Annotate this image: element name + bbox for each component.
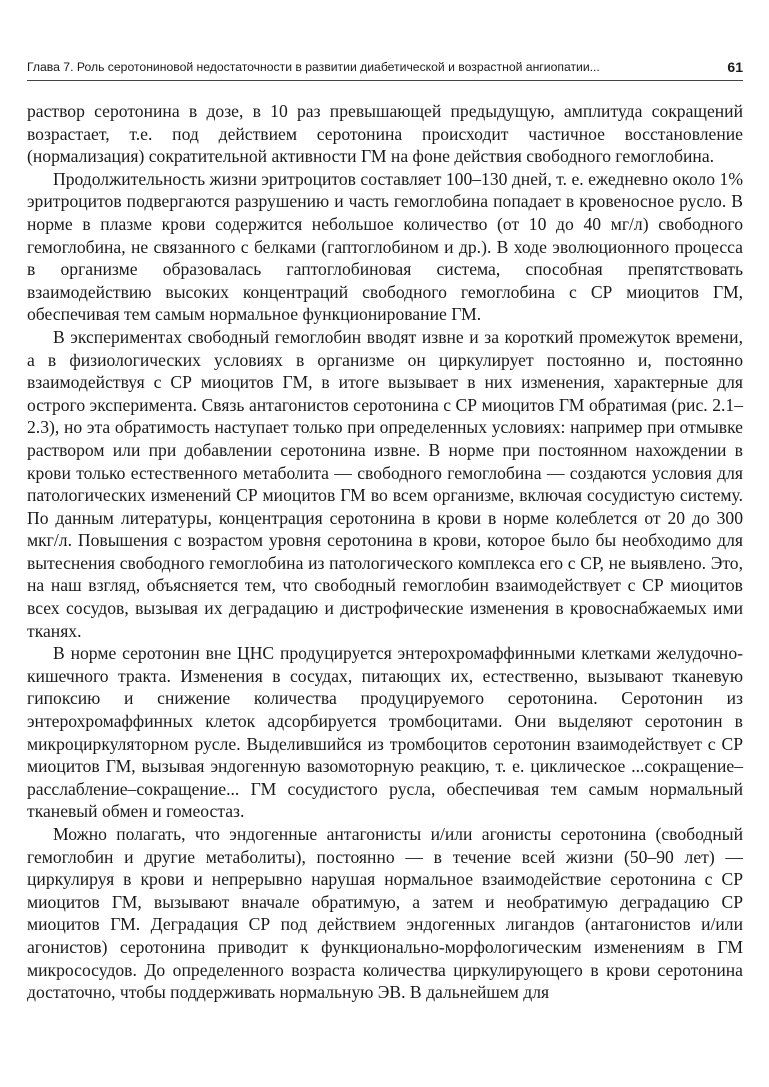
header-rule <box>27 80 743 81</box>
page-number: 61 <box>727 59 743 75</box>
paragraph: раствор серотонина в дозе, в 10 раз превышающей предыдущую, амплитуда сокращений возрастает, т.е. под действием серотонина происходит частичное восстановление (нормализация) сократительной активности ГМ на фоне действия свободного гемоглобина. <box>27 101 743 167</box>
body-text <box>27 100 743 1004</box>
paragraph: Продолжительность жизни эритроцитов составляет 100–130 дней, т. е. ежедневно около 1% эритроцитов подвергаются разрушению и часть гемоглобина попадает в кровеносное русло. В норме в плазме крови содержится небольшое количество (от 10 до 40 мг/л) свободного гемоглобина, не связанного с белками (гаптоглобином и др.). В ходе эволюционного процесса в организме образовалась гаптоглобиновая система, способная препятствовать взаимодействию высоких концентраций свободного гемоглобина с СР миоцитов ГМ, обеспечивая тем самым нормальное функционирование ГМ. <box>27 168 743 325</box>
paragraph: В экспериментах свободный гемоглобин вводят извне и за короткий промежуток времени, а в физиологических условиях в организме он циркулирует постоянно и, постоянно взаимодействуя с СР миоцитов ГМ, в итоге вызывает в них изменения, характерные для острого эксперимента. Связь антагонистов серотонина с СР миоцитов ГМ обратимая (рис. 2.1–2.3), но эта обратимость наступает только при определенных условиях: например при отмывке раствором или при добавлении серотонина извне. В норме при постоянном нахождении в крови только естественного метаболита — свободного гемоглобина — создаются условия для патологических изменений СР миоцитов ГМ во всем организме, включая сосудистую систему. По данным литературы, концентрация серотонина в крови в норме колеблется от 20 до 300 мкг/л. Повышения с возрастом уровня серотонина в крови, которое было бы необходимо для вытеснения свободного гемоглобина из патологического комплекса его с СР, не выявлено. Это, на наш взгляд, объясняется тем, что свободный гемоглобин взаимодействует с СР миоцитов всех сосудов, вызывая их деградацию и дистрофические изменения в кровоснабжаемых ими тканях. <box>27 326 743 641</box>
paragraph: Можно полагать, что эндогенные антагонисты и/или агонисты серотонина (свободный гемоглобин и другие метаболиты), постоянно — в течение всей жизни (50–90 лет) — циркулируя в крови и непрерывно нарушая нормальное взаимодействие серотонина с СР миоцитов ГМ, вызывают вначале обратимую, а затем и необратимую деградацию СР миоцитов ГМ. Деградация СР под действием эндогенных лигандов (антагонистов и/или агонистов) серотонина приводит к функционально-морфологическим изменениям в ГМ микрососудов. До определенного возраста количества циркулирующего в крови серотонина достаточно, чтобы поддерживать нормальную ЭВ. В дальнейшем для <box>27 824 743 1003</box>
chapter-title: Глава 7. Роль серотониновой недостаточности в развитии диабетической и возрастной ангиопатии... <box>27 60 600 74</box>
running-header <box>27 56 743 78</box>
paragraph: В норме серотонин вне ЦНС продуцируется энтерохромаффинными клетками желудочно-кишечного тракта. Изменения в сосудах, питающих их, естественно, вызывают тканевую гипоксию и снижение количества продуцируемого серотонина. Серотонин из энтерохромаффинных клеток адсорбируется тромбоцитами. Они выделяют серотонин в микроциркуляторном русле. Выделившийся из тромбоцитов серотонин взаимодействует с СР миоцитов ГМ, вызывая эндогенную вазомоторную реакцию, т. е. циклическое ...сокращение–расслабление–сокращение... ГМ сосудистого русла, обеспечивая тем самым нормальный тканевый обмен и гомеостаз. <box>27 643 743 822</box>
